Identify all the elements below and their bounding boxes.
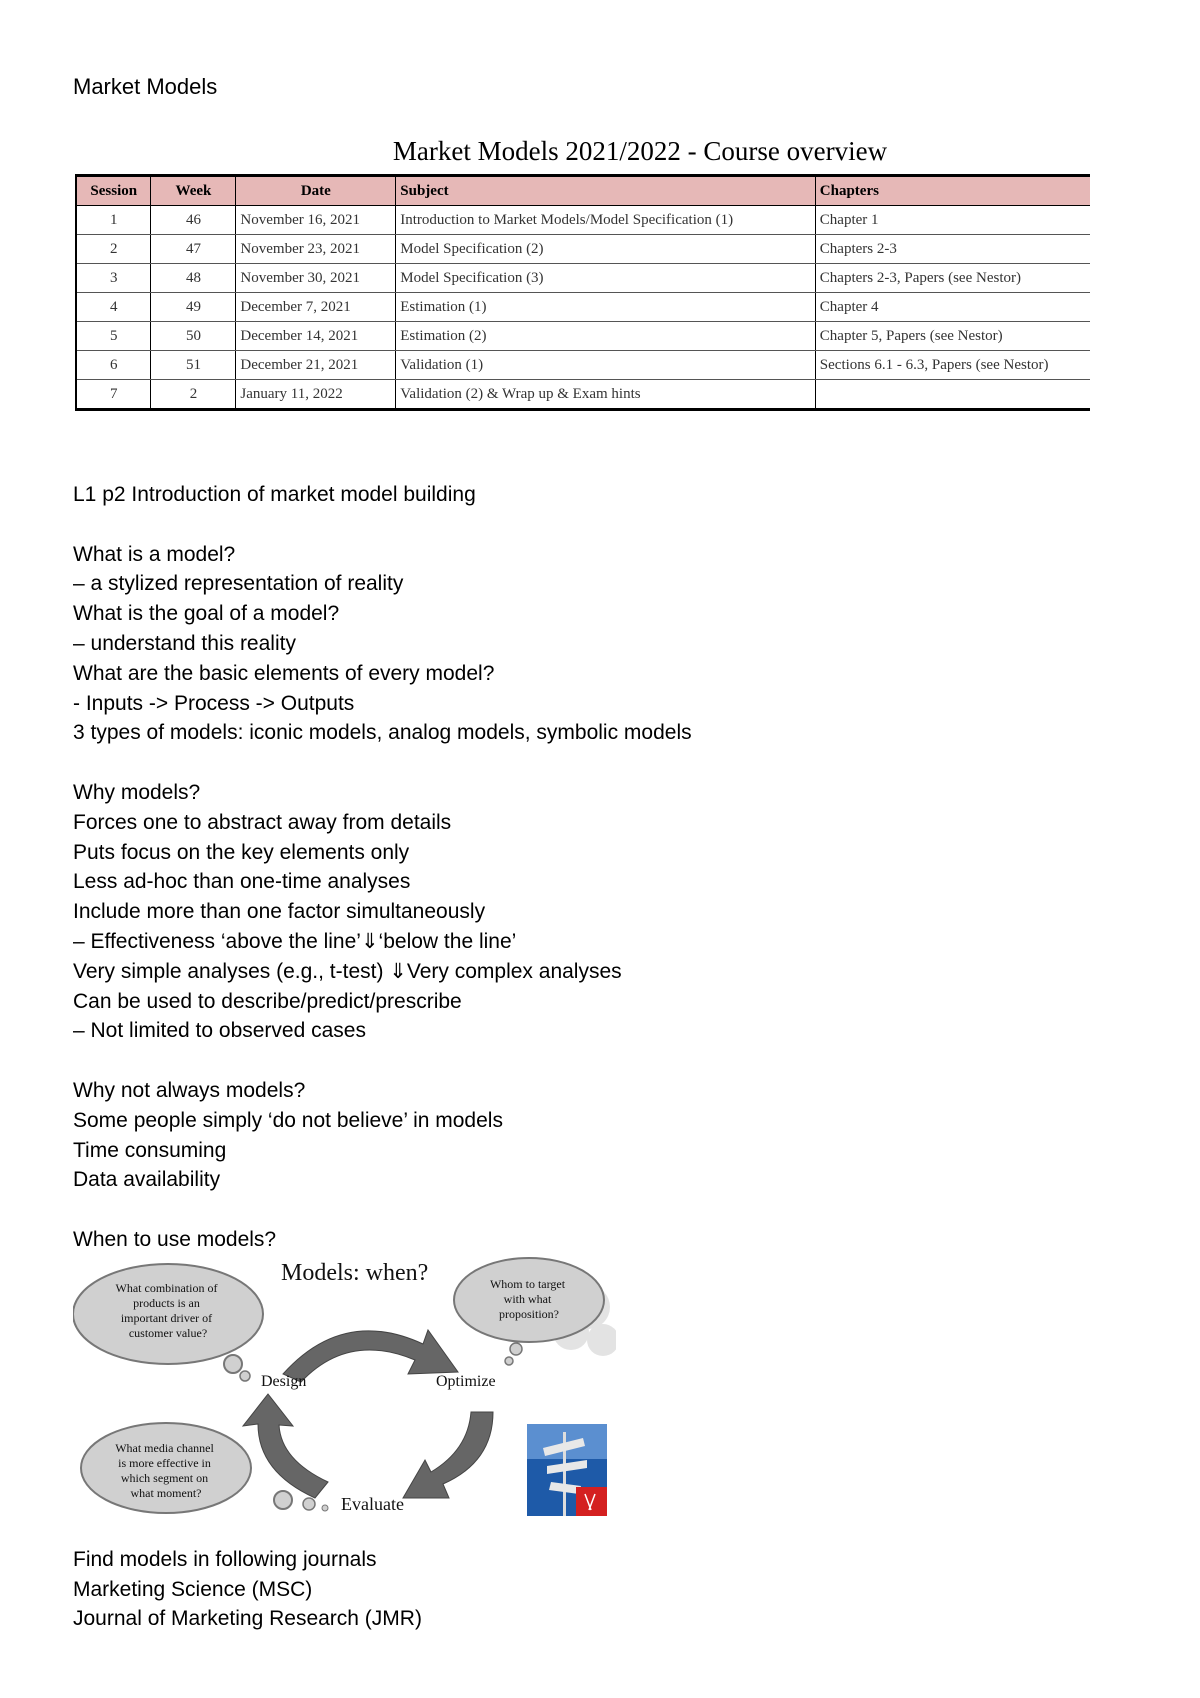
cloud-text: What media channel bbox=[115, 1441, 214, 1455]
table-row bbox=[76, 206, 1090, 235]
table-cell: 46 bbox=[151, 206, 236, 235]
note-line: Data availability bbox=[73, 1168, 221, 1192]
course-overview bbox=[75, 136, 1090, 411]
table-cell: Estimation (1) bbox=[396, 293, 816, 322]
table-cell: Chapter 5, Papers (see Nestor) bbox=[815, 322, 1090, 351]
table-cell: Model Specification (2) bbox=[396, 235, 816, 264]
signpost-photo bbox=[527, 1424, 607, 1516]
diagram-title: Models: when? bbox=[281, 1260, 429, 1286]
note-line: – a stylized representation of reality bbox=[73, 572, 404, 596]
table-cell: 47 bbox=[151, 235, 236, 264]
note-line: Some people simply ‘do not believe’ in models bbox=[73, 1108, 503, 1132]
table-cell: December 7, 2021 bbox=[236, 293, 396, 322]
column-header: Session bbox=[76, 176, 151, 206]
table-cell: Sections 6.1 - 6.3, Papers (see Nestor) bbox=[815, 351, 1090, 380]
column-header: Week bbox=[151, 176, 236, 206]
column-header: Chapters bbox=[815, 176, 1090, 206]
note-line: Why not always models? bbox=[73, 1078, 306, 1102]
cloud-text: which segment on bbox=[120, 1471, 209, 1485]
table-cell: Validation (1) bbox=[396, 351, 816, 380]
cloud-text: important driver of bbox=[120, 1311, 213, 1325]
table-cell: 2 bbox=[76, 235, 151, 264]
table-cell: November 16, 2021 bbox=[236, 206, 396, 235]
table-cell: 2 bbox=[151, 380, 236, 410]
table-cell: Introduction to Market Models/Model Specification (1) bbox=[396, 206, 816, 235]
table-row bbox=[76, 293, 1090, 322]
table-row bbox=[76, 351, 1090, 380]
table-cell: December 14, 2021 bbox=[236, 322, 396, 351]
lecture-title: L1 p2 Introduction of market model building bbox=[73, 483, 476, 506]
table-cell: Estimation (2) bbox=[396, 322, 816, 351]
table-cell: Chapter 1 bbox=[815, 206, 1090, 235]
note-line: Include more than one factor simultaneously bbox=[73, 900, 486, 924]
cloud-text: with what bbox=[503, 1292, 552, 1306]
table-header-row bbox=[76, 176, 1090, 206]
table-cell: 50 bbox=[151, 322, 236, 351]
course-table bbox=[75, 174, 1090, 411]
cloud-text: what moment? bbox=[130, 1486, 202, 1500]
cloud-text: Whom to target bbox=[489, 1277, 566, 1291]
models-when-diagram bbox=[73, 1252, 616, 1517]
table-row bbox=[76, 322, 1090, 351]
cloud-text: What combination of bbox=[115, 1281, 218, 1295]
svg-text:What combination of pr bbox=[116, 1281, 221, 1340]
stage-label-optimize: Optimize bbox=[436, 1373, 496, 1390]
note-line: What is the goal of a model? bbox=[73, 602, 340, 626]
table-cell: 6 bbox=[76, 351, 151, 380]
footer-line: Marketing Science (MSC) bbox=[73, 1577, 313, 1601]
note-line: Forces one to abstract away from details bbox=[73, 810, 452, 834]
column-header: Subject bbox=[396, 176, 816, 206]
cloud-text: proposition? bbox=[499, 1307, 559, 1321]
note-line: Less ad-hoc than one-time analyses bbox=[73, 870, 411, 894]
table-cell: 4 bbox=[76, 293, 151, 322]
note-line: Time consuming bbox=[73, 1138, 227, 1162]
table-cell: 48 bbox=[151, 264, 236, 293]
table-cell: 49 bbox=[151, 293, 236, 322]
table-row bbox=[76, 235, 1090, 264]
note-line: What are the basic elements of every model? bbox=[73, 661, 495, 685]
table-cell bbox=[815, 380, 1090, 410]
table-cell: November 30, 2021 bbox=[236, 264, 396, 293]
note-line: Why models? bbox=[73, 780, 201, 804]
note-line: Puts focus on the key elements only bbox=[73, 840, 410, 864]
table-cell: 3 bbox=[76, 264, 151, 293]
note-line: What is a model? bbox=[73, 542, 236, 566]
table-cell: November 23, 2021 bbox=[236, 235, 396, 264]
table-cell: Chapter 4 bbox=[815, 293, 1090, 322]
table-cell: 5 bbox=[76, 322, 151, 351]
column-header: Date bbox=[236, 176, 396, 206]
cloud-text: products is an bbox=[133, 1296, 200, 1310]
page-title: Market Models bbox=[73, 74, 218, 99]
note-line: - Inputs -> Process -> Outputs bbox=[73, 691, 355, 715]
table-cell: 1 bbox=[76, 206, 151, 235]
note-line: Very simple analyses (e.g., t-test) ⇓Very complex analyses bbox=[73, 959, 622, 983]
table-cell: December 21, 2021 bbox=[236, 351, 396, 380]
table-cell: Chapters 2-3, Papers (see Nestor) bbox=[815, 264, 1090, 293]
cloud-text: is more effective in bbox=[118, 1456, 211, 1470]
note-line: – Effectiveness ‘above the line’⇓‘below the line’ bbox=[73, 929, 517, 953]
note-line: Can be used to describe/predict/prescribe bbox=[73, 989, 462, 1013]
note-line: 3 types of models: iconic models, analog models, symbolic models bbox=[73, 721, 692, 745]
table-cell: Chapters 2-3 bbox=[815, 235, 1090, 264]
stage-label-evaluate: Evaluate bbox=[341, 1494, 404, 1514]
footer-line: Find models in following journals bbox=[73, 1548, 377, 1571]
journals-section bbox=[73, 1545, 422, 1634]
table-cell: Model Specification (3) bbox=[396, 264, 816, 293]
table-cell: 51 bbox=[151, 351, 236, 380]
table-row bbox=[76, 264, 1090, 293]
lecture-notes bbox=[73, 480, 692, 1255]
table-cell: Validation (2) & Wrap up & Exam hints bbox=[396, 380, 816, 410]
table-cell: 7 bbox=[76, 380, 151, 410]
footer-line: Journal of Marketing Research (JMR) bbox=[73, 1607, 422, 1631]
cloud-text: customer value? bbox=[128, 1326, 208, 1340]
note-line: – understand this reality bbox=[73, 631, 296, 655]
table-cell: January 11, 2022 bbox=[236, 380, 396, 410]
note-line: When to use models? bbox=[73, 1227, 277, 1251]
stage-label-design: Design bbox=[261, 1373, 307, 1390]
table-title: Market Models 2021/2022 - Course overview bbox=[392, 136, 888, 166]
note-line: – Not limited to observed cases bbox=[73, 1019, 366, 1043]
table-row bbox=[76, 380, 1090, 410]
